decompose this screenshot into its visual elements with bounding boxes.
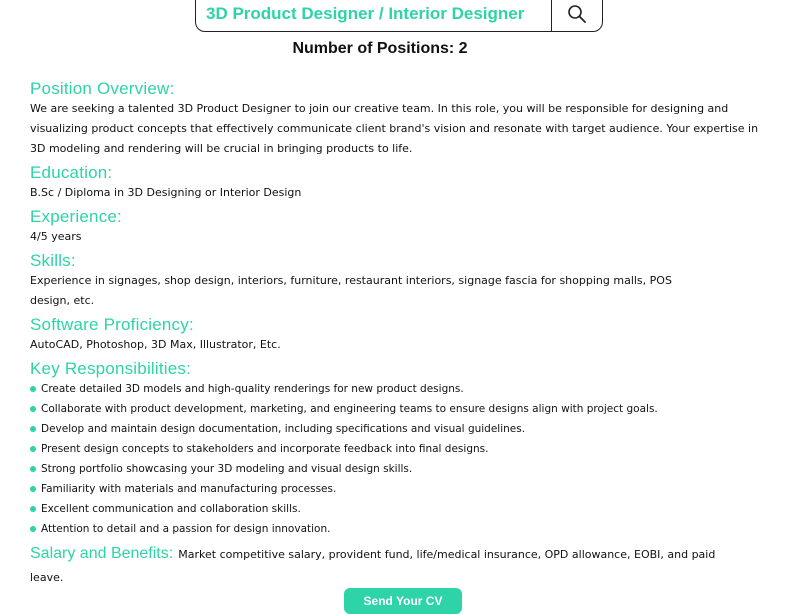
list-item: Collaborate with product development, marketing, and engineering teams to ensure designs align with project goals.	[30, 399, 765, 419]
education-heading: Education:	[30, 163, 113, 182]
salary-text: Market competitive salary, provident fund, life/medical insurance, OPD allowance, EOBI, and paid leave.	[30, 548, 716, 584]
job-details	[30, 78, 765, 588]
overview-text: We are seeking a talented 3D Product Designer to join our creative team. In this role, you will be responsible for designing and visualizing product concepts that effectively communicate client brand's vision and resonate with target audience. Your expertise in 3D modeling and rendering will be crucial in bringing products to life.	[30, 102, 759, 155]
list-item: Excellent communication and collaboration skills.	[30, 499, 765, 519]
list-item: Familiarity with materials and manufacturing processes.	[30, 479, 765, 499]
salary-heading: Salary and Benefits:	[30, 545, 174, 562]
experience-heading: Experience:	[30, 207, 122, 226]
software-heading: Software Proficiency:	[30, 315, 194, 334]
list-item: Develop and maintain design documentation, including specifications and visual guidelines.	[30, 419, 765, 439]
list-item: Strong portfolio showcasing your 3D modeling and visual design skills.	[30, 459, 765, 479]
software-text: AutoCAD, Photoshop, 3D Max, Illustrator, Etc.	[30, 338, 281, 351]
positions-count: Number of Positions: 2	[292, 40, 468, 57]
overview-heading: Position Overview:	[30, 79, 175, 98]
search-icon	[567, 4, 587, 24]
responsibilities-list	[30, 379, 765, 539]
search-input[interactable]: 3D Product Designer / Interior Designer	[206, 4, 525, 23]
list-item: Create detailed 3D models and high-quality renderings for new product designs.	[30, 379, 765, 399]
skills-section	[30, 250, 765, 311]
salary-section	[30, 542, 730, 588]
responsibilities-heading: Key Responsibilities:	[30, 359, 192, 378]
list-item: Present design concepts to stakeholders and incorporate feedback into final designs.	[30, 439, 765, 459]
experience-section	[30, 206, 765, 247]
education-section	[30, 162, 765, 203]
list-item: Attention to detail and a passion for design innovation.	[30, 519, 765, 539]
skills-text: Experience in signages, shop design, interiors, furniture, restaurant interiors, signage fascia for shopping malls, POS design, etc.	[30, 274, 672, 307]
search-bar[interactable]	[195, 0, 603, 32]
overview-section	[30, 78, 765, 159]
search-button[interactable]	[551, 0, 602, 31]
software-section	[30, 314, 765, 355]
send-cv-button[interactable]: Send Your CV	[344, 588, 462, 614]
experience-text: 4/5 years	[30, 230, 82, 243]
responsibilities-section	[30, 358, 765, 539]
skills-heading: Skills:	[30, 251, 76, 270]
education-text: B.Sc / Diploma in 3D Designing or Interior Design	[30, 186, 302, 199]
